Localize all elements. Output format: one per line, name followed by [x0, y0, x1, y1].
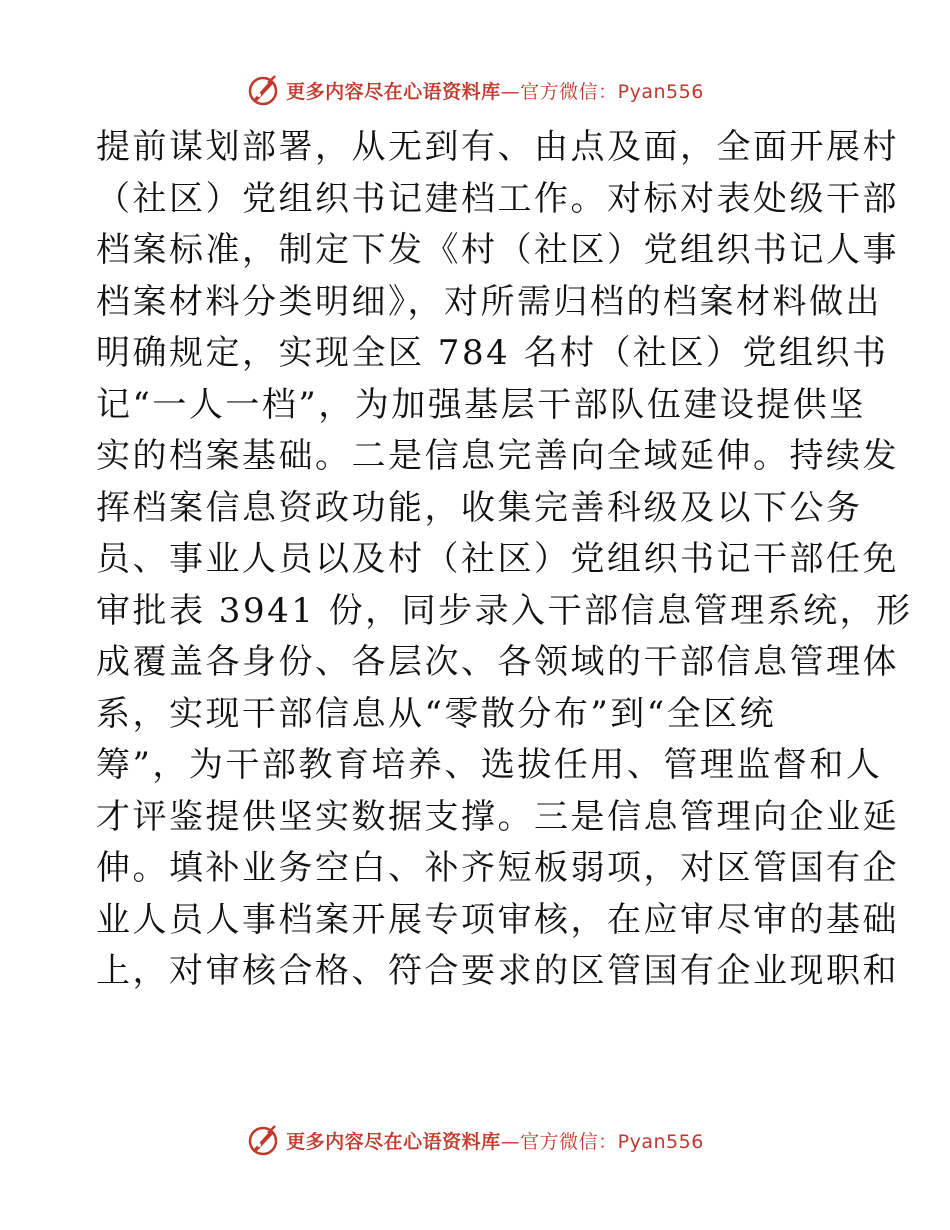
document-body	[96, 122, 913, 998]
footer-banner-dash: —	[500, 1130, 521, 1153]
body-text-line: 成覆盖各身份、各层次、各领域的干部信息管理体	[96, 642, 899, 682]
header-watermark-banner	[0, 72, 950, 108]
body-text-line: 档案材料分类明细》，对所需归档的档案材料做出	[96, 281, 882, 322]
body-text-line: 挥档案信息资政功能，收集完善科级及以下公务	[96, 487, 863, 528]
body-text-line: 提前谋划部署，从无到有、由点及面，全面开展村	[96, 127, 899, 167]
body-text-line: 实的档案基础。二是信息完善向全域延伸。持续发	[96, 436, 899, 476]
body-text-line: 明确规定，实现全区 784 名村（社区）党组织书	[96, 333, 889, 373]
body-text-line: 审批表 3941 份，同步录入干部信息管理系统，形	[96, 590, 913, 631]
body-text-line: 业人员人事档案开展专项审核，在应审尽审的基础	[96, 899, 899, 940]
footer-banner-wechat: 官方微信：Pyan556	[520, 1130, 704, 1153]
header-banner-text	[286, 77, 704, 104]
header-banner-title: 更多内容尽在心语资料库	[286, 80, 501, 103]
body-text-line: 系，实现干部信息从“零散分布”到“全区统	[96, 693, 777, 734]
body-text-line: 伸。填补业务空白、补齐短板弱项，对区管国有企	[96, 848, 899, 888]
footer-watermark-banner	[0, 1122, 950, 1158]
footer-banner-text	[286, 1127, 704, 1154]
body-text-line: 员、事业人员以及村（社区）党组织书记干部任免	[96, 539, 899, 579]
quill-logo-icon	[246, 73, 280, 107]
header-banner-wechat: 官方微信：Pyan556	[520, 80, 704, 103]
body-text-line: （社区）党组织书记建档工作。对标对表处级干部	[96, 178, 899, 219]
footer-banner-title: 更多内容尽在心语资料库	[286, 1130, 501, 1153]
body-text-line: 上，对审核合格、符合要求的区管国有企业现职和	[96, 951, 899, 991]
quill-logo-icon	[246, 1123, 280, 1157]
body-text-line: 才评鉴提供坚实数据支撑。三是信息管理向企业延	[96, 796, 899, 837]
body-text-line: 筹”，为干部教育培养、选拔任用、管理监督和人	[96, 745, 883, 785]
body-text-line: 档案标准，制定下发《村（社区）党组织书记人事	[96, 230, 899, 270]
body-text-line: 记“一人一档”，为加强基层干部队伍建设提供坚	[96, 384, 866, 425]
header-banner-dash: —	[500, 80, 521, 103]
